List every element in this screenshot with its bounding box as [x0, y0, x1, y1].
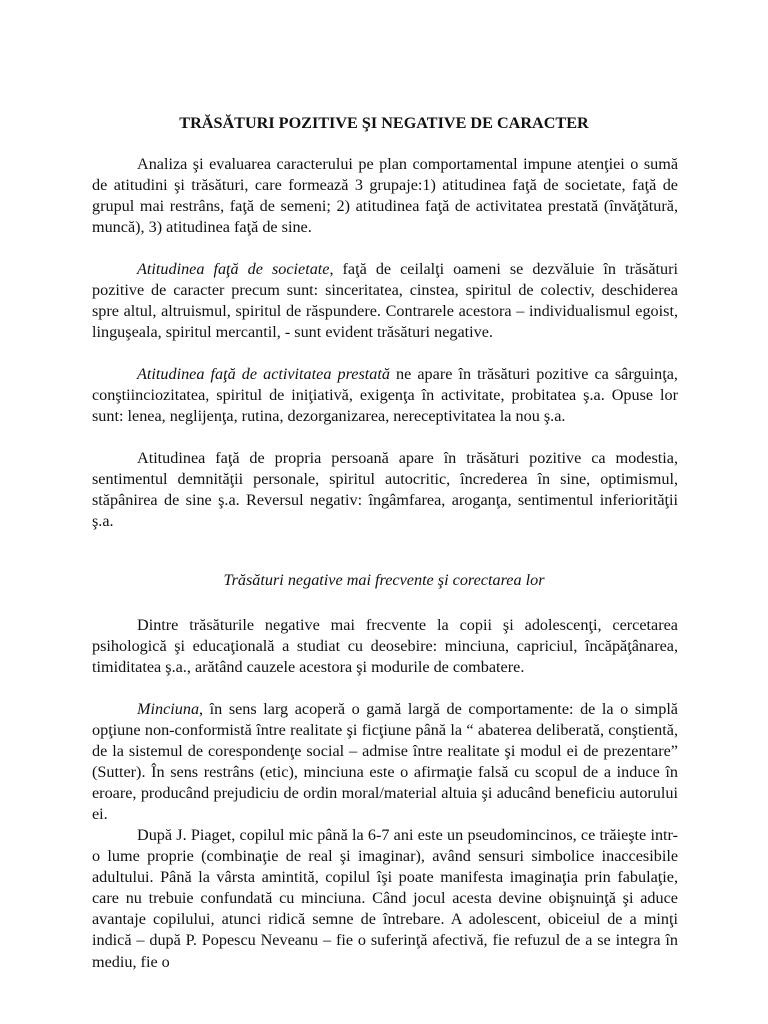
paragraph-self: Atitudinea faţă de propria persoană apare în trăsături pozitive ca modestia, sentimentul demnităţii personale, spiritul autocritic, încrederea în sine, optimismul, stăpânirea de sine ş.a. Reversul negativ: îngâmfarea, aroganţa, sentimentul inferiorităţii ş.a. [92, 449, 678, 531]
paragraph-society [92, 259, 678, 343]
paragraph-intro: Analiza şi evaluarea caracterului pe plan comportamental impune atenţiei o sumă de atitudini şi trăsături, care formează 3 grupaje:1) atitudinea faţă de societate, faţă de grupul mai restrâns, faţă de semeni; 2) atitudinea faţă de activitatea prestată (învăţătură, muncă), 3) atitudinea faţă de sine. [92, 155, 678, 237]
paragraph-activity [92, 364, 678, 427]
paragraph-society-text: , faţă de ceilalţi oameni se dezvăluie în trăsături pozitive de caracter precum sunt: sinceritatea, cinstea, spiritul de colectiv, deschiderea spre altul, altruismul, spiritul de răspundere. Contrarele acestora – individualismul egoist, linguşeala, spiritul mercantil, - sunt evident trăsături negative. [92, 260, 678, 342]
document-title: TRĂSĂTURI POZITIVE ŞI NEGATIVE DE CARACTER [179, 114, 589, 132]
paragraph-frequent: Dintre trăsăturile negative mai frecvente la copii şi adolescenţi, cercetarea psihologică şi educaţională a studiat cu deosebire: minciuna, capriciul, încăpăţânarea, timiditatea ş.a., arătând cauzele acestora şi modurile de combatere. [92, 616, 678, 677]
paragraph-activity-lead: Atitudinea faţă de activitatea prestată [137, 365, 390, 383]
section-subtitle: Trăsături negative mai frecvente şi corectarea lor [223, 571, 545, 589]
paragraph-piaget: După J. Piaget, copilul mic până la 6-7 ani este un pseudomincinos, ce trăieşte intr-o lume proprie (combinaţie de real şi imaginar), având sensuri simbolice inaccesibile adultului. Până la vârsta amintită, copilul îşi poate manifesta imaginaţia prin fabulaţie, care nu trebuie confundată cu minciuna. Când jocul acesta devine obişnuinţă şi aduce avantaje copilului, atunci ridică semne de întrebare. A adolescent, obiceiul de a minţi indică – după P. Popescu Neveanu – fie o suferinţă afectivă, fie refuzul de a se integra în mediu, fie o [92, 826, 678, 971]
paragraph-society-lead: Atitudinea faţă de societate [137, 260, 330, 278]
paragraph-lie-text: , în sens larg acoperă o gamă largă de comportamente: de la o simplă opţiune non-conformistă între realitate şi ficţiune până la “ abaterea deliberată, conştientă, de la sistemul de corespondenţe social – admise între realitate şi modul ei de prezentare” (Sutter). În sens restrâns (etic), minciuna este o afirmaţie falsă cu scopul de a induce în eroare, producând prejudiciu de ordin moral/material altuia şi aducând beneficiu autorului ei. [92, 700, 678, 824]
paragraph-activity-text: ne apare în trăsături pozitive ca sârguinţa, conştiinciozitatea, spiritul de iniţiativă, exigenţa în activitate, probitatea ş.a. Opuse lor sunt: lenea, neglijenţa, rutina, dezorganizarea, nereceptivitatea la nou ş.a. [92, 365, 678, 426]
paragraph-lie-lead: Minciuna [137, 700, 200, 718]
paragraph-lie [92, 699, 678, 826]
